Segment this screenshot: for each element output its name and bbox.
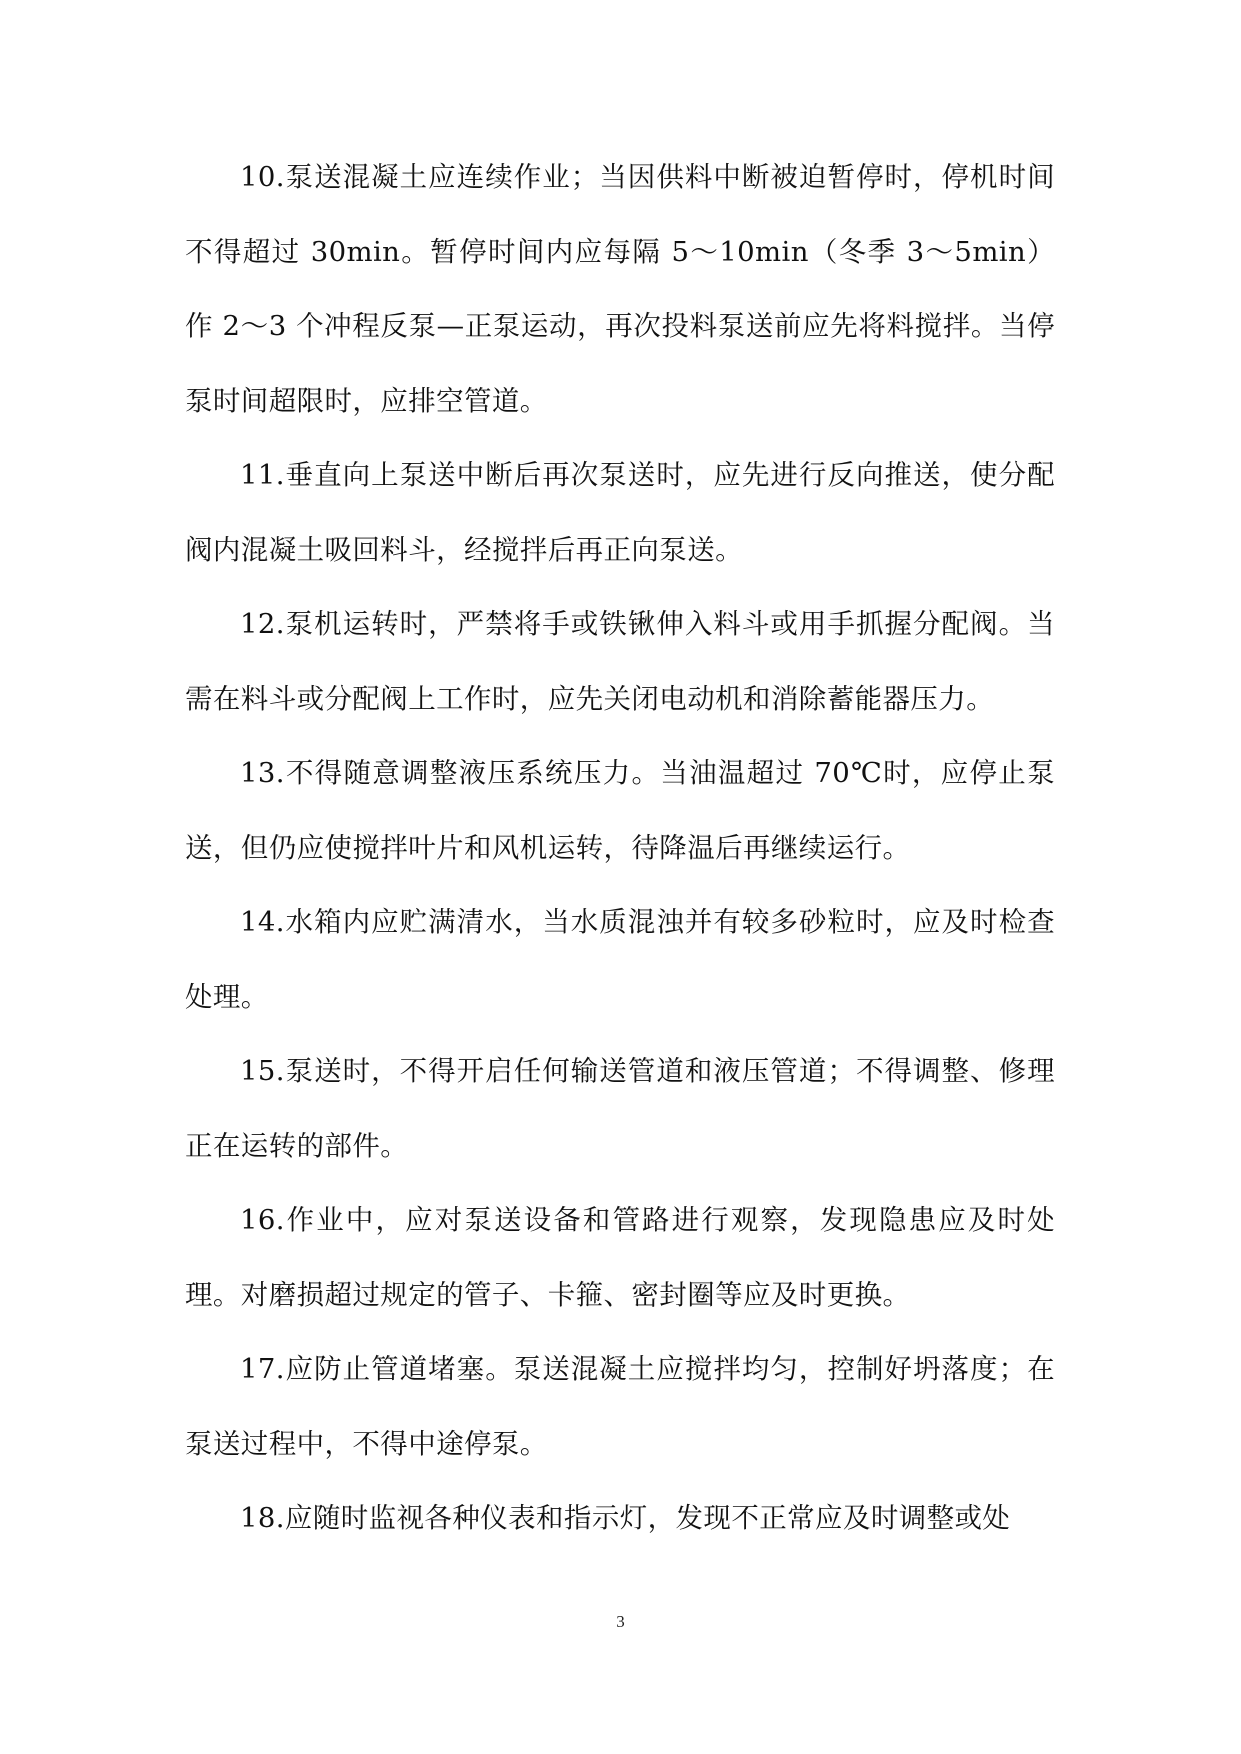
paragraph-16: 16.作业中，应对泵送设备和管路进行观察，发现隐患应及时处理。对磨损超过规定的管子、卡箍、密封圈等应及时更换。 [185, 1204, 1055, 1311]
paragraph-14: 14.水箱内应贮满清水，当水质混浊并有较多砂粒时，应及时检查处理。 [185, 906, 1055, 1013]
page-number: 3 [616, 1612, 625, 1631]
paragraph-18: 18.应随时监视各种仪表和指示灯，发现不正常应及时调整或处 [240, 1502, 1011, 1534]
paragraph-11: 11.垂直向上泵送中断后再次泵送时，应先进行反向推送，使分配阀内混凝土吸回料斗，经搅拌后再正向泵送。 [185, 459, 1055, 566]
paragraph-12: 12.泵机运转时，严禁将手或铁锹伸入料斗或用手抓握分配阀。当需在料斗或分配阀上工作时，应先关闭电动机和消除蓄能器压力。 [185, 608, 1055, 715]
paragraph-15: 15.泵送时，不得开启任何输送管道和液压管道；不得调整、修理正在运转的部件。 [185, 1055, 1055, 1162]
paragraph-13: 13.不得随意调整液压系统压力。当油温超过 70℃时，应停止泵送，但仍应使搅拌叶片和风机运转，待降温后再继续运行。 [185, 757, 1055, 864]
document-body [185, 140, 1055, 1556]
paragraph-17: 17.应防止管道堵塞。泵送混凝土应搅拌均匀，控制好坍落度；在泵送过程中，不得中途停泵。 [185, 1353, 1055, 1460]
paragraph-10: 10.泵送混凝土应连续作业；当因供料中断被迫暂停时，停机时间不得超过 30min。暂停时间内应每隔 5～10min（冬季 3～5min）作 2～3 个冲程反泵—正泵运动，再次投料泵送前应先将料搅拌。当停泵时间超限时，应排空管道。 [185, 161, 1055, 417]
